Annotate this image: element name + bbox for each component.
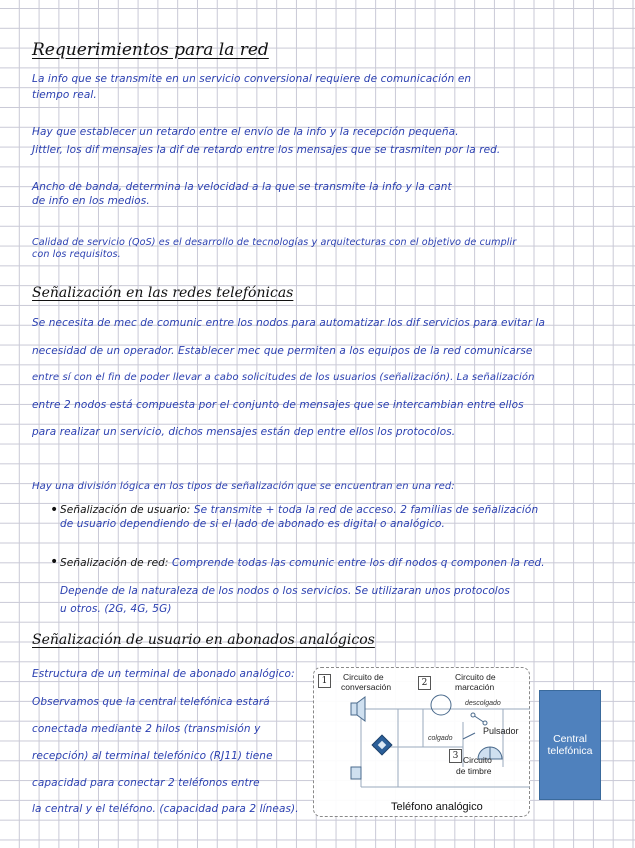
box2-label-a: Circuito de: [455, 672, 496, 682]
note-line: Se necesita de mec de comunic entre los nodos para automatizar los dif servicios para evitar la: [32, 317, 546, 329]
note-line: Jittler, los dif mensajes la dif de retardo entre los mensajes que se trasmiten por la red.: [32, 144, 501, 156]
pulsador-label: Pulsador: [483, 726, 519, 736]
note-line: Observamos que la central telefónica estará: [32, 696, 270, 708]
note-line: Ancho de banda, determina la velocidad a la que se transmite la info y la cant: [32, 181, 452, 193]
box1-label-b: conversación: [341, 682, 392, 692]
colgado-label: colgado: [428, 735, 453, 742]
heading-abonados-analogicos: Señalización de usuario en abonados analógicos: [32, 632, 375, 648]
box3-label-b: de timbre: [456, 766, 492, 776]
telephone-diagram: [313, 667, 530, 817]
dial-icon: [431, 695, 451, 715]
heading-requerimientos: Requerimientos para la red: [32, 40, 269, 60]
telefono-analogico-label: Teléfono analógico: [391, 801, 483, 813]
term-senalizacion-usuario: Señalización de usuario:: [60, 504, 191, 516]
bullet-usuario-line1: [60, 503, 538, 518]
bullet-dot: •: [50, 502, 59, 518]
note-line: entre sí con el fin de poder llevar a cabo solicitudes de los usuarios (señalización). La señalización: [32, 372, 535, 383]
bullet-red-text: Comprende todas las comunic entre los dif nodos q componen la red.: [172, 557, 545, 569]
heading-senalizacion-redes: Señalización en las redes telefónicas: [32, 285, 294, 301]
note-line: Hay una división lógica en los tipos de señalización que se encuentran en una red:: [32, 481, 455, 492]
central-label-a: Central: [553, 733, 587, 745]
box1-label-a: Circuito de: [343, 672, 384, 682]
descolgado-label: descolgado: [465, 700, 501, 707]
note-line: necesidad de un operador. Establecer mec que permiten a los equipos de la red comunicarse: [32, 345, 533, 357]
bullet-red-line3: u otros. (2G, 4G, 5G): [60, 603, 172, 615]
speaker-icon: [351, 697, 365, 721]
box2-number: 2: [418, 676, 431, 690]
microphone-icon: [351, 767, 361, 779]
bullet-red-line2: Depende de la naturaleza de los nodos o los servicios. Se utilizaran unos protocolos: [60, 585, 510, 597]
box3-label-a: Circuito: [463, 755, 492, 765]
bullet-dot: •: [50, 554, 59, 570]
central-telefonica-box: [539, 690, 601, 800]
term-senalizacion-red: Señalización de red:: [60, 557, 169, 569]
note-line: de info en los medios.: [32, 195, 150, 207]
note-line: capacidad para conectar 2 teléfonos entre: [32, 777, 260, 789]
box2-label-b: marcación: [455, 682, 495, 692]
note-line: Hay que establecer un retardo entre el envío de la info y la recepción pequeña.: [32, 126, 459, 138]
note-line: La info que se transmite en un servicio conversional requiere de comunicación en: [32, 73, 472, 85]
box1-number: 1: [318, 674, 331, 688]
note-line: Estructura de un terminal de abonado analógico:: [32, 668, 295, 680]
note-line: la central y el teléfono. (capacidad para 2 líneas).: [32, 803, 299, 815]
note-line: entre 2 nodos está compuesta por el conjunto de mensajes que se intercambian entre ellos: [32, 399, 524, 411]
box3-number: 3: [449, 749, 462, 763]
note-line: Calidad de servicio (QoS) es el desarrollo de tecnologías y arquitecturas con el objetivo de cumplir: [32, 237, 517, 248]
note-line: con los requisitos.: [32, 249, 121, 260]
bullet-usuario-line2: de usuario dependiendo de si el lado de abonado es digital o analógico.: [60, 518, 445, 530]
central-label-b: telefónica: [547, 745, 593, 757]
bridge-icon: [372, 735, 392, 755]
note-line: conectada mediante 2 hilos (transmisión y: [32, 723, 261, 735]
note-line: para realizar un servicio, dichos mensajes están dep entre ellos los protocolos.: [32, 426, 456, 438]
note-line: recepción) al terminal telefónico (RJ11) tiene: [32, 750, 273, 762]
note-line: tiempo real.: [32, 89, 97, 101]
bullet-usuario-text: Se transmite + toda la red de acceso. 2 familias de señalización: [193, 504, 539, 516]
bullet-red-line1: [60, 556, 545, 571]
